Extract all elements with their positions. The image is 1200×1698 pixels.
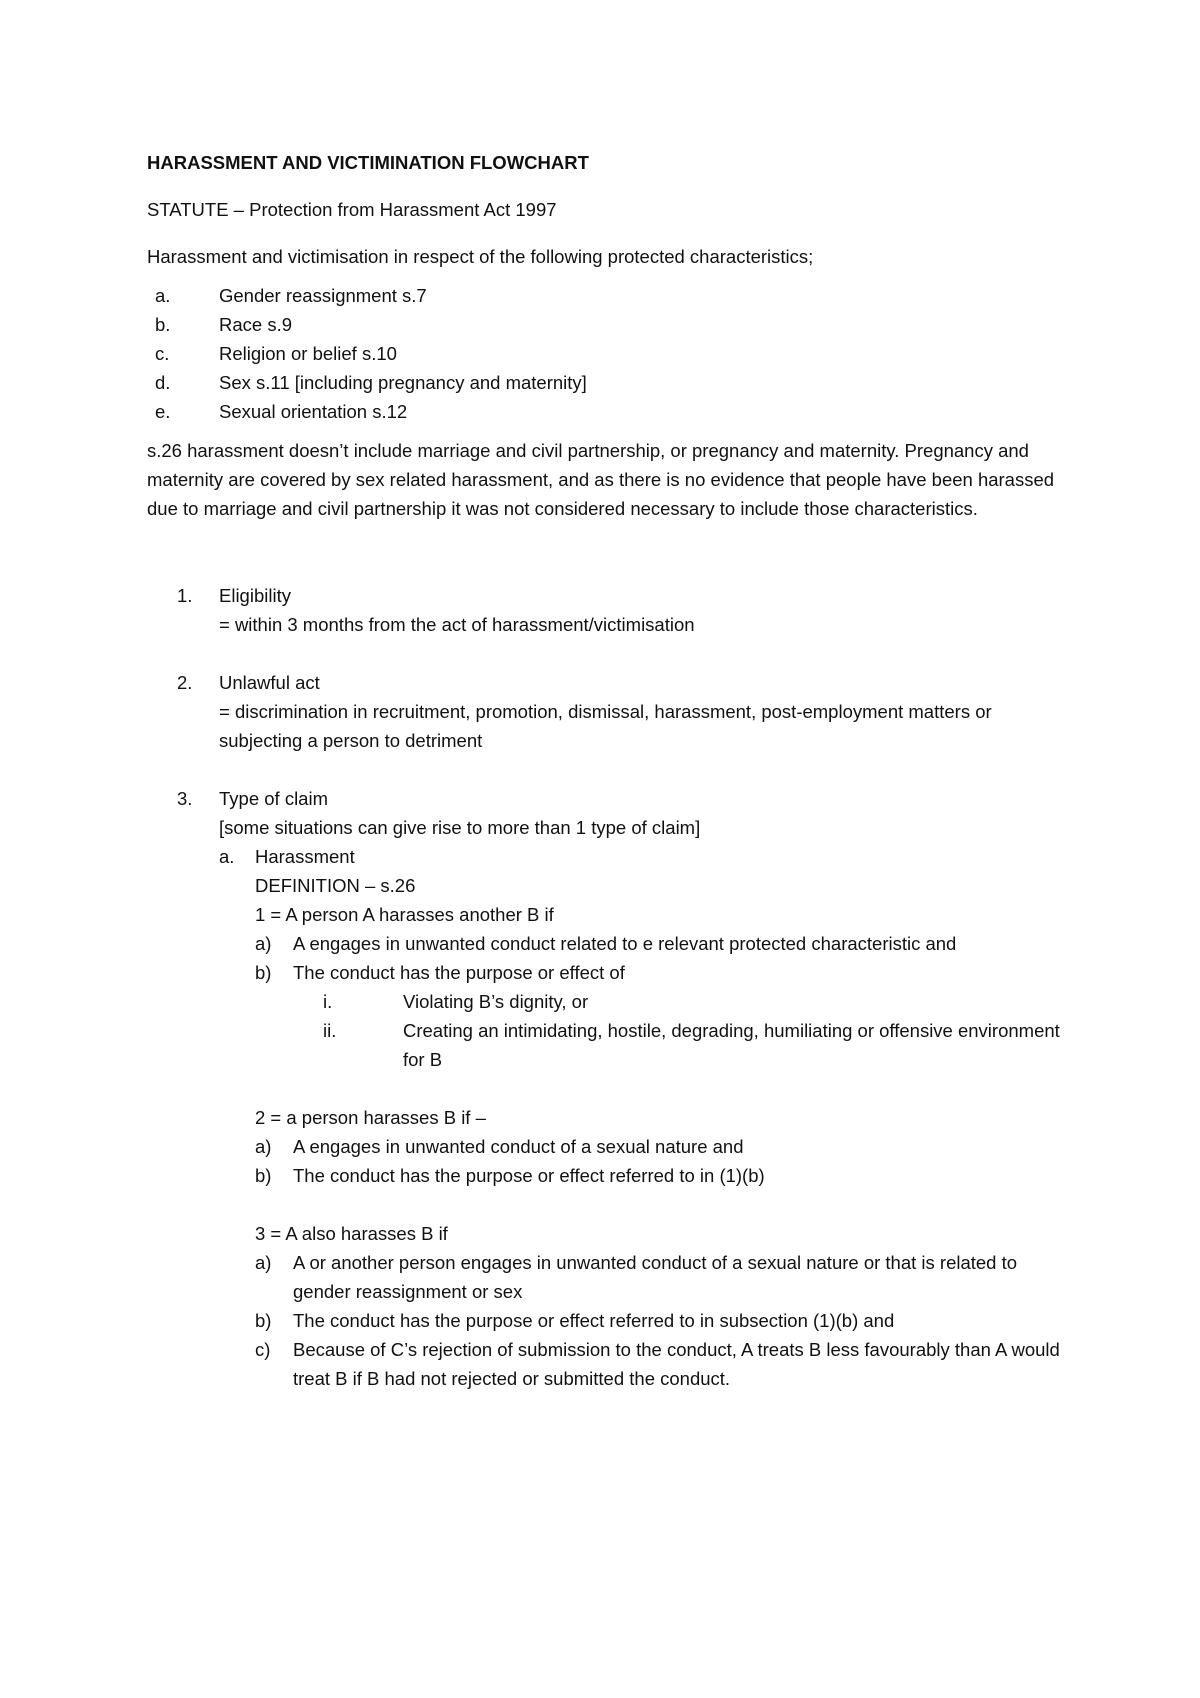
- section-heading-row: [147, 581, 1067, 610]
- section-heading: Eligibility: [219, 585, 291, 606]
- list-item: [255, 1248, 1067, 1306]
- section-number: 2.: [177, 672, 193, 693]
- list-marker: d.: [155, 372, 171, 393]
- definition-line: DEFINITION – s.26: [255, 875, 416, 896]
- list-marker: a): [255, 933, 272, 954]
- list-item: [255, 1161, 1067, 1190]
- list-item: [255, 929, 1067, 958]
- document-title: HARASSMENT AND VICTIMINATION FLOWCHART: [147, 152, 589, 173]
- list-marker: b.: [155, 314, 171, 335]
- section-heading: Unlawful act: [219, 672, 320, 693]
- list-item: [147, 368, 1067, 397]
- list-marker: ii.: [323, 1020, 337, 1041]
- section-unlawful-act: [147, 668, 1067, 755]
- section-number: 3.: [177, 788, 193, 809]
- list-text: Sex s.11 [including pregnancy and maternity]: [219, 372, 587, 393]
- list-marker: i.: [323, 991, 333, 1012]
- part-lead: 2 = a person harasses B if –: [255, 1107, 486, 1128]
- list-item: [293, 987, 1067, 1016]
- harassment-subsection: [147, 842, 1067, 1393]
- section-heading-row: [147, 668, 1067, 697]
- section-number: 1.: [177, 585, 193, 606]
- list-item: [147, 310, 1067, 339]
- list-item: [255, 958, 1067, 987]
- list-item: [147, 339, 1067, 368]
- subsection-heading: Harassment: [255, 846, 355, 867]
- subsection-marker: a.: [219, 846, 235, 867]
- section-heading-row: [147, 784, 1067, 813]
- list-text: A or another person engages in unwanted conduct of a sexual nature or that is related to gender reassignment or sex: [293, 1252, 1018, 1302]
- harassment-body: [219, 871, 1067, 1393]
- intro-line: Harassment and victimisation in respect of the following protected characteristics;: [147, 246, 814, 267]
- statute-line: STATUTE – Protection from Harassment Act 1997: [147, 199, 557, 220]
- list-marker: a): [255, 1136, 272, 1157]
- list-item: [255, 1335, 1067, 1393]
- list-text: Violating B’s dignity, or: [403, 991, 589, 1012]
- list-text: The conduct has the purpose or effect of: [293, 962, 625, 983]
- list-marker: c.: [155, 343, 170, 364]
- list-item: [255, 1132, 1067, 1161]
- list-marker: a.: [155, 285, 171, 306]
- section-eligibility: [147, 581, 1067, 639]
- list-marker: b): [255, 1310, 272, 1331]
- list-item: [147, 397, 1067, 426]
- subsection-heading-row: [219, 842, 1067, 871]
- list-text: Sexual orientation s.12: [219, 401, 408, 422]
- list-text: Gender reassignment s.7: [219, 285, 427, 306]
- list-item: [147, 281, 1067, 310]
- list-text: A engages in unwanted conduct related to e relevant protected characteristic and: [293, 933, 957, 954]
- list-item: [255, 1306, 1067, 1335]
- section-detail: = discrimination in recruitment, promotion, dismissal, harassment, post-employment matters or subjecting a person to detriment: [219, 701, 992, 751]
- list-text: The conduct has the purpose or effect referred to in (1)(b): [293, 1165, 765, 1186]
- definition-part-3: [255, 1219, 1067, 1393]
- s26-note: s.26 harassment doesn’t include marriage and civil partnership, or pregnancy and maternity. Pregnancy and maternity are covered by sex related harassment, and as there is no evidence that people have been harassed due to marriage and civil partnership it was not considered necessary to include those characteristics.: [147, 440, 1055, 519]
- list-text: Creating an intimidating, hostile, degrading, humiliating or offensive environment for B: [403, 1020, 1060, 1070]
- list-marker: c): [255, 1339, 271, 1360]
- list-marker: b): [255, 1165, 272, 1186]
- section-heading: Type of claim: [219, 788, 328, 809]
- characteristics-list: [147, 281, 1067, 426]
- list-text: The conduct has the purpose or effect referred to in subsection (1)(b) and: [293, 1310, 895, 1331]
- section-detail: [some situations can give rise to more than 1 type of claim]: [219, 817, 701, 838]
- list-item: [293, 1016, 1067, 1074]
- list-marker: e.: [155, 401, 171, 422]
- section-type-of-claim: [147, 784, 1067, 1393]
- list-text: Because of C’s rejection of submission to the conduct, A treats B less favourably than A would treat B if B had not rejected or submitted the conduct.: [293, 1339, 1060, 1389]
- roman-list: [255, 987, 1067, 1074]
- part-lead: 1 = A person A harasses another B if: [255, 904, 554, 925]
- list-text: Religion or belief s.10: [219, 343, 397, 364]
- definition-part-1: [255, 900, 1067, 1074]
- document-page: [147, 148, 1067, 1393]
- list-text: Race s.9: [219, 314, 293, 335]
- list-marker: a): [255, 1252, 272, 1273]
- list-marker: b): [255, 962, 272, 983]
- definition-part-2: [255, 1103, 1067, 1190]
- list-text: A engages in unwanted conduct of a sexual nature and: [293, 1136, 744, 1157]
- section-detail: = within 3 months from the act of harassment/victimisation: [219, 614, 695, 635]
- part-lead: 3 = A also harasses B if: [255, 1223, 448, 1244]
